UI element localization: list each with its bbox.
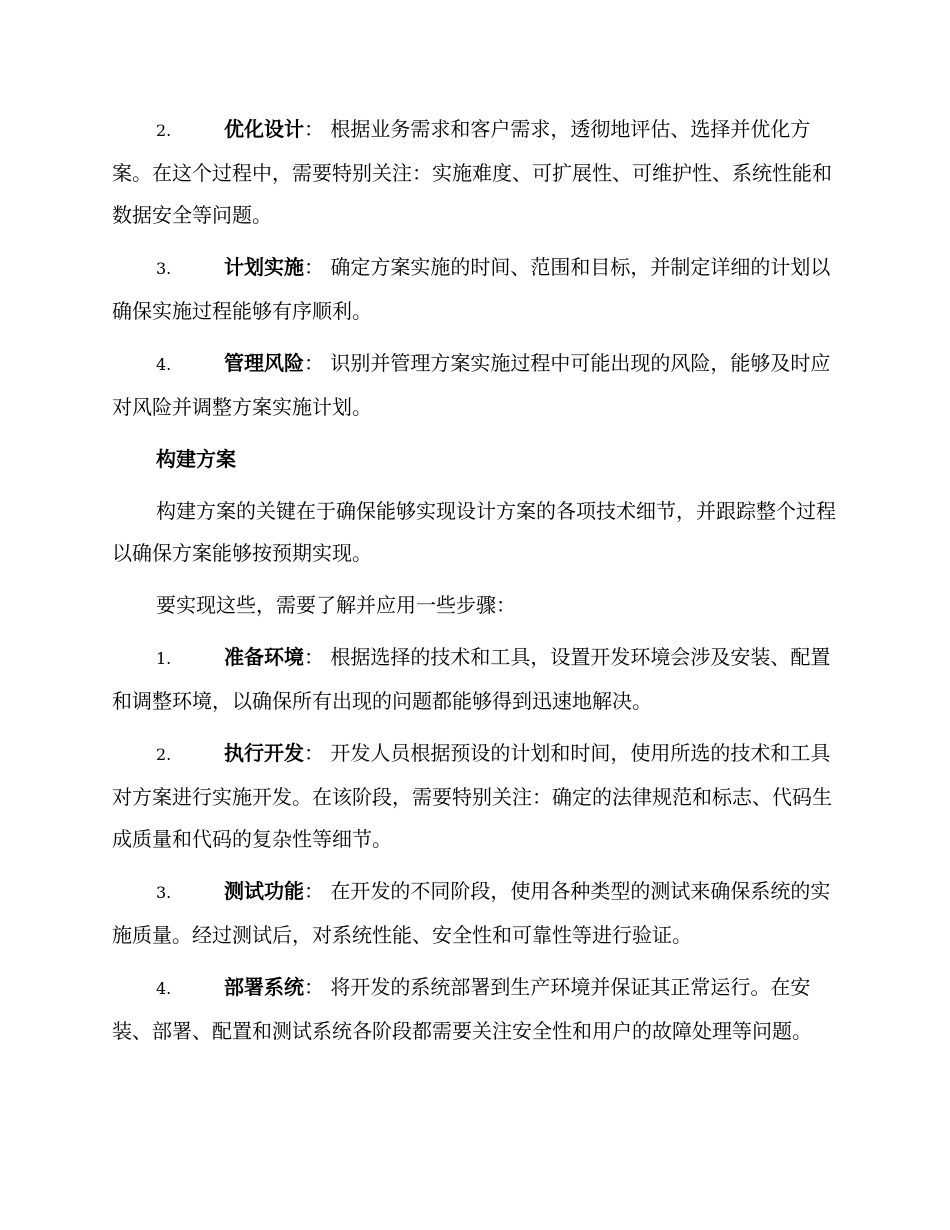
list-separator: ： [304, 975, 331, 999]
list-item [112, 342, 840, 428]
list-text: 在开发的不同阶段，使用各种类型的测试来确保系统的实施质量。经过测试后，对系统性能、安全性和可靠性等进行验证。 [112, 879, 831, 947]
list-term: 测试功能 [224, 879, 304, 903]
list-term: 计划实施 [224, 255, 304, 279]
list-separator: ： [304, 879, 331, 903]
list-item [112, 732, 840, 860]
list-number: 1. [156, 649, 172, 668]
list-number: 3. [156, 883, 172, 902]
list-number: 2. [156, 121, 172, 140]
list-separator: ： [304, 741, 331, 765]
list-number: 4. [156, 355, 172, 374]
list-text: 将开发的系统部署到生产环境并保证其正常运行。在安装、部署、配置和测试系统各阶段都需要关注安全性和用户的故障处理等问题。 [112, 975, 812, 1043]
list-text: 根据选择的技术和工具，设置开发环境会涉及安装、配置和调整环境，以确保所有出现的问题都能够得到迅速地解决。 [112, 645, 831, 713]
list-separator: ： [304, 117, 331, 141]
list-separator: ： [304, 351, 331, 375]
list-number: 4. [156, 979, 172, 998]
list-text: 识别并管理方案实施过程中可能出现的风险，能够及时应对风险并调整方案实施计划。 [112, 351, 831, 419]
list-term: 优化设计 [224, 117, 304, 141]
list-term: 部署系统 [224, 975, 304, 999]
list-term: 执行开发 [224, 741, 304, 765]
document-page [112, 108, 840, 1062]
list-item [112, 966, 840, 1052]
list-text: 确定方案实施的时间、范围和目标，并制定详细的计划以确保实施过程能够有序顺利。 [112, 255, 831, 323]
steps-intro-paragraph: 要实现这些，需要了解并应用一些步骤： [156, 593, 516, 617]
section-heading: 构建方案 [156, 447, 236, 471]
list-item [112, 246, 840, 332]
list-item [112, 870, 840, 956]
list-text: 开发人员根据预设的计划和时间，使用所选的技术和工具对方案进行实施开发。在该阶段，需要特别关注：确定的法律规范和标志、代码生成质量和代码的复杂性等细节。 [112, 741, 832, 851]
list-separator: ： [304, 255, 331, 279]
list-term: 准备环境 [224, 645, 304, 669]
list-item [112, 108, 840, 236]
list-number: 3. [156, 259, 172, 278]
list-separator: ： [304, 645, 331, 669]
list-term: 管理风险 [224, 351, 304, 375]
list-number: 2. [156, 745, 172, 764]
list-item [112, 636, 840, 722]
intro-paragraph: 构建方案的关键在于确保能够实现设计方案的各项技术细节，并跟踪整个过程以确保方案能够按预期实现。 [112, 499, 836, 565]
list-text: 根据业务需求和客户需求，透彻地评估、选择并优化方案。在这个过程中，需要特别关注：实施难度、可扩展性、可维护性、系统性能和数据安全等问题。 [112, 117, 832, 227]
